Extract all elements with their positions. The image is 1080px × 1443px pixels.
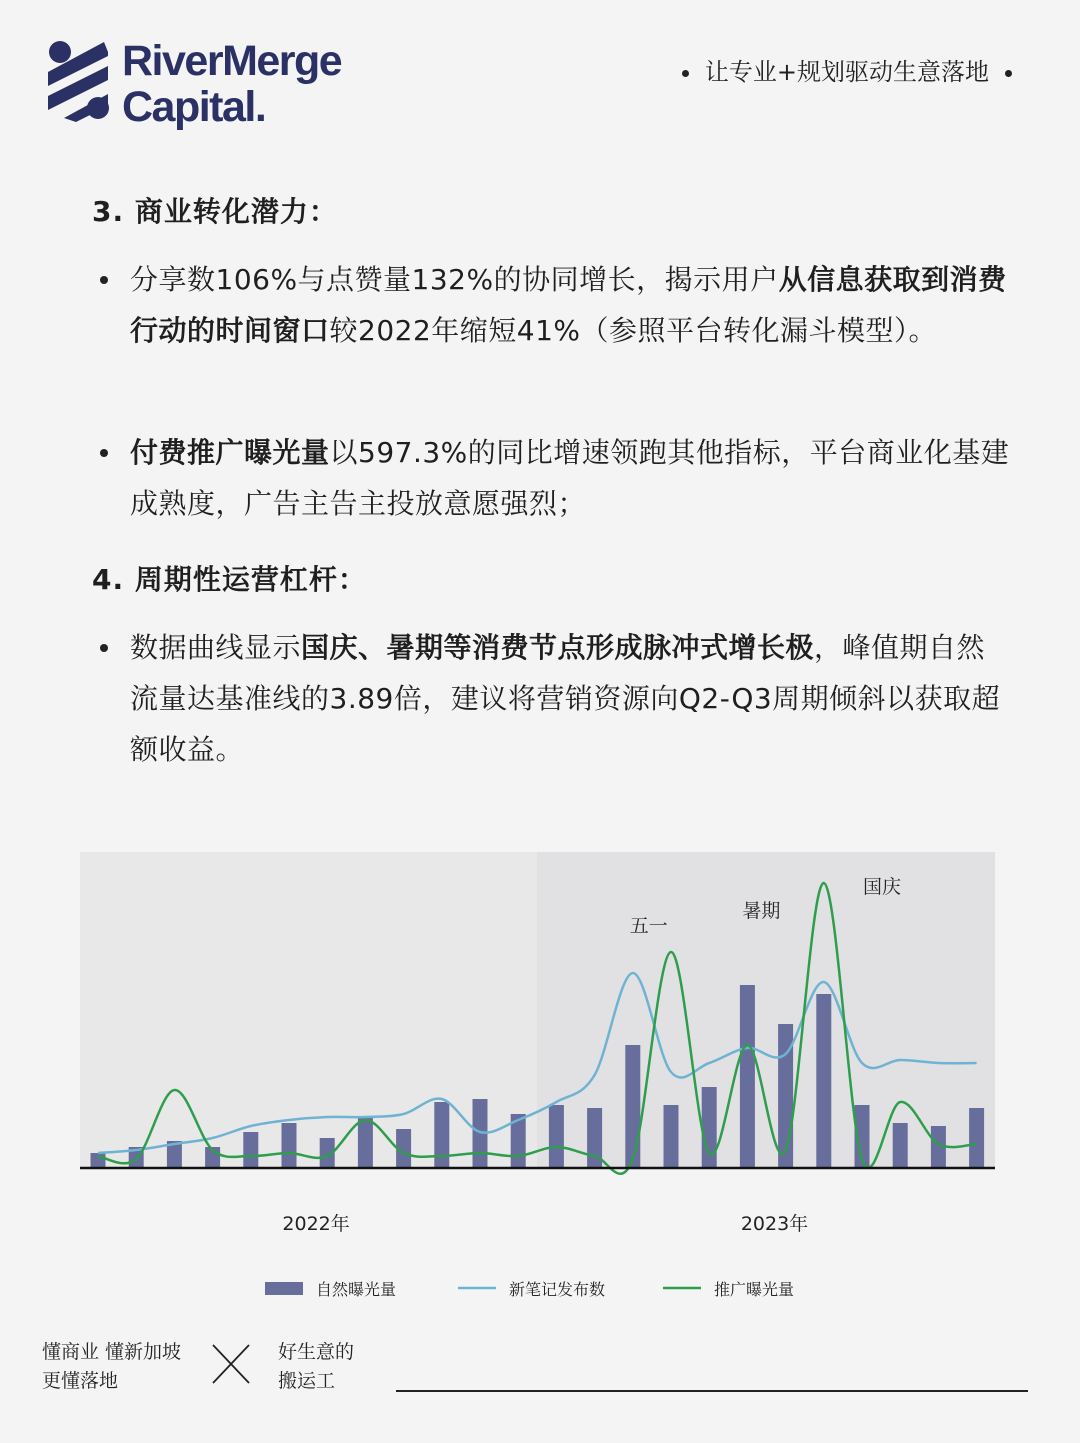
- slogan-text: 让专业+规划驱动生意落地: [704, 58, 989, 86]
- bar-natural-exposure: [549, 1105, 564, 1168]
- footer-right-line-1: 好生意的: [278, 1341, 355, 1363]
- chart-annotation: 国庆: [862, 876, 902, 898]
- bar-natural-exposure: [664, 1105, 679, 1168]
- x-axis-group-label: 2022年: [282, 1213, 350, 1235]
- bar-natural-exposure: [434, 1102, 449, 1168]
- bar-natural-exposure: [358, 1117, 373, 1168]
- bar-natural-exposure: [625, 1045, 640, 1168]
- footer-right-line-2: 搬运工: [278, 1370, 336, 1392]
- bar-natural-exposure: [740, 985, 755, 1168]
- emphasis-text: 从信息获取到消费行动的时间窗口: [130, 263, 1007, 347]
- footer-divider: [396, 1390, 1028, 1392]
- legend-label: 新笔记发布数: [509, 1280, 606, 1299]
- legend-swatch-bar: [265, 1282, 303, 1295]
- bar-natural-exposure: [91, 1153, 106, 1168]
- cross-icon: [210, 1342, 252, 1386]
- footer-left: [42, 1338, 181, 1396]
- emphasis-text: 国庆、暑期等消费节点形成脉冲式增长极: [301, 631, 815, 664]
- bar-natural-exposure: [243, 1132, 258, 1168]
- bar-natural-exposure: [702, 1087, 717, 1168]
- brand-line-2: Capital.: [122, 83, 266, 131]
- x-axis-group-label: 2023年: [740, 1213, 809, 1235]
- bar-natural-exposure: [969, 1108, 984, 1168]
- bar-natural-exposure: [893, 1123, 908, 1168]
- chart-panel-2022: [80, 852, 537, 1168]
- footer-right: [278, 1338, 354, 1396]
- bar-natural-exposure: [816, 994, 831, 1168]
- footer-left-line-2: 更懂落地: [42, 1370, 119, 1392]
- bar-natural-exposure: [282, 1123, 297, 1168]
- section-3-title: 3. 商业转化潜力：: [92, 195, 338, 228]
- emphasis-text: 付费推广曝光量: [130, 436, 330, 469]
- section-4-title: 4. 周期性运营杠杆：: [92, 563, 367, 596]
- text-run: ，峰值期自然流量达基准线的3.89倍，建议将营销资源向Q2-Q3周期倾斜以获取超额收益。: [130, 631, 1001, 766]
- legend-label: 推广曝光量: [714, 1280, 795, 1299]
- chart-annotation: 暑期: [742, 900, 781, 922]
- footer-left-line-1: 懂商业 懂新加坡: [42, 1341, 182, 1363]
- text-run: 数据曲线显示: [130, 631, 302, 664]
- chart-annotation: 五一: [629, 915, 668, 937]
- legend-label: 自然曝光量: [316, 1280, 397, 1299]
- brand-line-1: RiverMerge: [122, 37, 342, 85]
- text-run: 分享数106%与点赞量132%的协同增长，揭示用户: [130, 263, 779, 296]
- text-run: 以597.3%的同比增速领跑其他指标，平台商业化基建成熟度，广告主告主投放意愿强烈；: [130, 436, 1010, 520]
- text-run: 较2022年缩短41%（参照平台转化漏斗模型）。: [329, 314, 938, 347]
